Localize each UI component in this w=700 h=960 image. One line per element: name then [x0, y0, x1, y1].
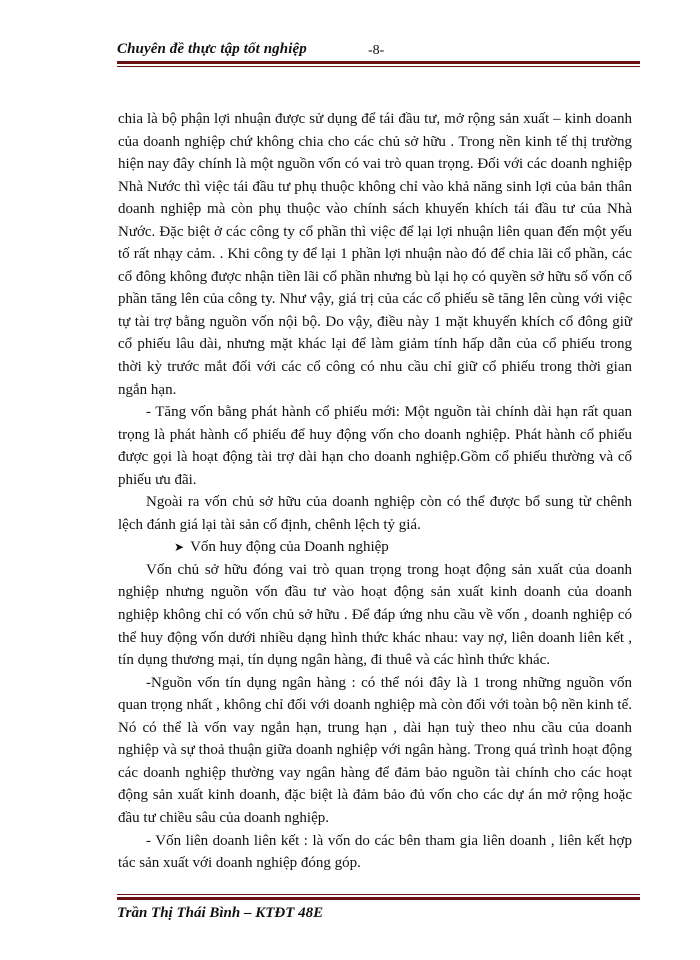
footer-rule-thin	[117, 894, 640, 895]
paragraph-revaluation: Ngoài ra vốn chủ sở hữu của doanh nghiệp còn có thể được bổ sung từ chênh lệch đánh giá lại tài sản cố định, chênh lệch tỷ giá.	[118, 494, 632, 533]
header-rule-thin	[117, 66, 640, 67]
page-number: -8-	[368, 43, 385, 58]
paragraph-retained-earnings: chia là bộ phận lợi nhuận được sử dụng để tái đầu tư, mở rộng sản xuất – kinh doanh của doanh nghiệp chứ không chia cho các chủ sở hữu . Trong nền kinh tế thị trường hiện nay đây chính là một nguồn vốn có vai trò quan trọng. Đối với các doanh nghiệp Nhà Nước thì việc tái đầu tư phụ thuộc không chỉ vào khả năng sinh lợi của bản thân doanh nghiệp mà còn phụ thuộc vào chính sách khuyến khích tái đầu tư của Nhà Nước. Đặc biệt ở các công ty cổ phần thì việc để lại lợi nhuận liên quan đến một yếu tố rất nhạy cảm. . Khi công ty để lại 1 phần lợi nhuận nào đó để chia lãi cổ phần, các cổ đông không được nhận tiền lãi cổ phần nhưng bù lại họ có quyền sở hữu số vốn cổ phần tăng lên của công ty. Như vậy, giá trị của các cổ phiếu sẽ tăng lên cùng với việc tự tài trợ bằng nguồn vốn nội bộ. Do vậy, điều này 1 mặt khuyến khích cổ đông giữ cổ phiếu lâu dài, nhưng mặt khác lại để làm giảm tính hấp dẫn của cổ phiếu trong thời kỳ trước mắt đối với các cổ công có nhu cầu chỉ giữ cổ phiếu trong thời gian ngắn hạn.	[118, 111, 632, 398]
document-body	[118, 108, 632, 875]
header-rule-thick	[117, 61, 640, 64]
paragraph-joint-venture: - Vốn liên doanh liên kết : là vốn do các bên tham gia liên doanh , liên kết hợp tác sản xuất với doanh nghiệp đóng góp.	[118, 832, 632, 872]
header-title: Chuyên đề thực tập tốt nghiệp	[117, 41, 307, 57]
page-header	[117, 38, 637, 62]
footer-author: Trần Thị Thái Bình – KTĐT 48E	[117, 905, 324, 921]
section-heading-text: Vốn huy động của Doanh nghiệp	[190, 539, 389, 556]
paragraph-new-shares: - Tăng vốn bằng phát hành cổ phiếu mới: Một nguồn tài chính dài hạn rất quan trọng là phát hành cổ phiếu để huy động vốn cho doanh nghiệp. Phát hành cổ phiếu được gọi là hoạt động tài trợ dài hạn cho doanh nghiệp.Gồm cổ phiếu thường và cổ phiếu ưu đãi.	[118, 404, 632, 488]
paragraph-mobilized-capital: Vốn chủ sở hữu đóng vai trò quan trọng trong hoạt động sản xuất của doanh nghiệp nhưng nguồn vốn đầu tư vào hoạt động sản xuất kinh doanh của doanh nghiệp không chỉ có vốn chủ sở hữu . Để đáp ứng nhu cầu về vốn , doanh nghiệp có thể huy động vốn dưới nhiều dạng hình thức khác nhau: vay nợ, liên doanh liên kết , tín dụng thương mại, tín dụng ngân hàng, đi thuê và các hình thức khác.	[118, 561, 632, 669]
section-heading-mobilized-capital	[118, 536, 632, 559]
arrow-bullet-icon: ➤	[174, 540, 185, 555]
footer-rule-thick	[117, 897, 640, 900]
paragraph-bank-credit: -Nguồn vốn tín dụng ngân hàng : có thể nói đây là 1 trong những nguồn vốn quan trọng nhất , không chỉ đối với doanh nghiệp mà còn đối với toàn bộ nền kinh tế. Nó có thể là vốn vay ngắn hạn, trung hạn , dài hạn tuỳ theo nhu cầu của doanh nghiệp và sự thoả thuận giữa doanh nghiệp với ngân hàng. Trong quá trình hoạt động các doanh nghiệp thường vay ngân hàng để đảm bảo nguồn tài chính cho các hoạt động sản xuất kinh doanh, đặc biệt là đảm bảo đủ vốn cho các dự án mở rộng hoặc đầu tư chiều sâu của doanh nghiệp.	[118, 674, 632, 826]
